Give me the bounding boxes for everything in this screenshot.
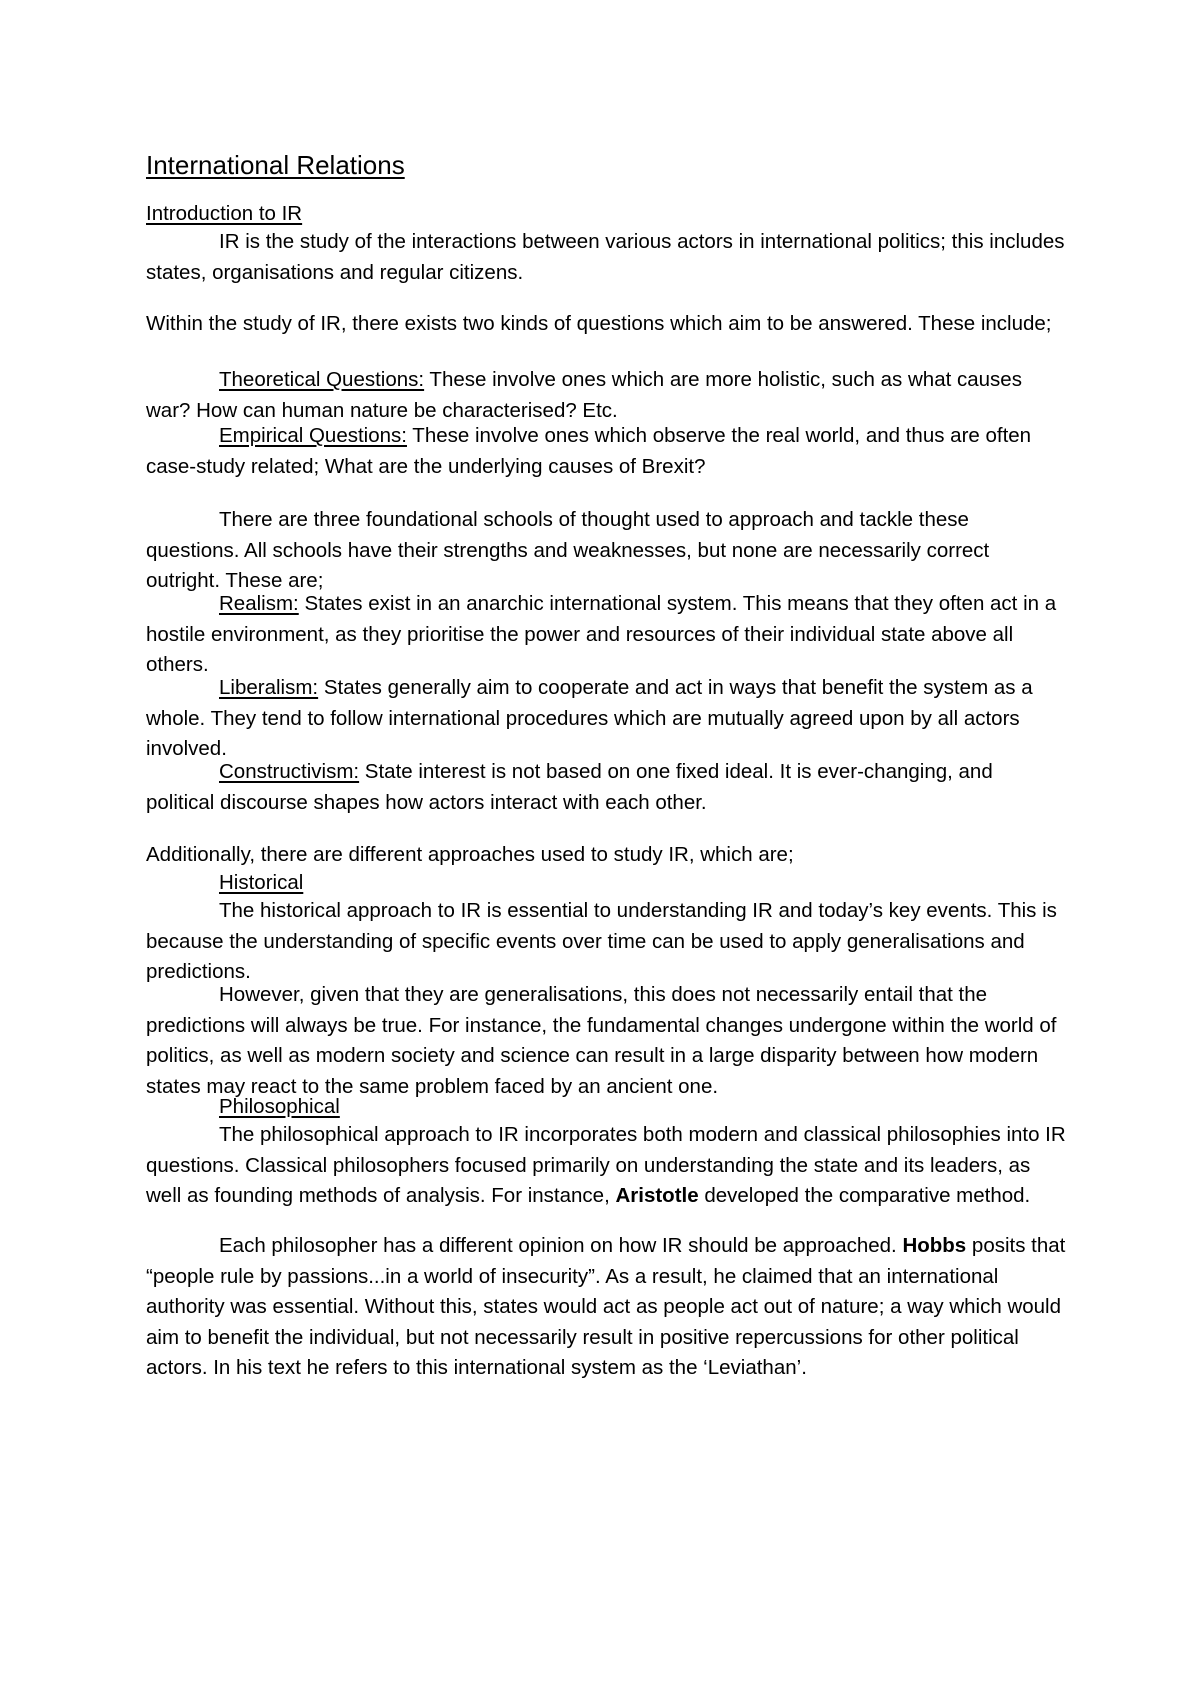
theoretical-questions-text: These involve ones which are more holistic, such as what causes war? How can human nature be characterised? Etc. bbox=[146, 368, 1022, 422]
intro-paragraph: IR is the study of the interactions between various actors in international politics; this includes states, organisations and regular citizens. bbox=[146, 230, 1065, 284]
philosophical-paragraph-1 bbox=[146, 1120, 1066, 1212]
hobbs-name: Hobbs bbox=[902, 1234, 967, 1257]
intro-heading: Introduction to IR bbox=[146, 202, 303, 225]
liberalism-text: States generally aim to cooperate and act in ways that benefit the system as a whole. They tend to follow international procedures which are mutually agreed upon by all actors involved. bbox=[146, 676, 1033, 760]
liberalism-term: Liberalism: bbox=[219, 676, 319, 699]
empirical-questions-text: These involve ones which observe the real world, and thus are often case-study related; What are the underlying causes of Brexit? bbox=[146, 424, 1032, 478]
constructivism-text: State interest is not based on one fixed ideal. It is ever-changing, and political discourse shapes how actors interact with each other. bbox=[146, 760, 993, 814]
empirical-questions-paragraph bbox=[146, 421, 1066, 482]
approaches-lead: Additionally, there are different approaches used to study IR, which are; bbox=[146, 843, 794, 866]
historical-paragraph-1: The historical approach to IR is essential to understanding IR and today’s key events. This is because the understanding of specific events over time can be used to apply generalisations and predictions. bbox=[146, 899, 1057, 983]
philosophical-p2-text-b: posits that “people rule by passions...in a world of insecurity”. As a result, he claimed that an international authority was essential. Without this, states would act as people act out of nature; a way which would aim to benefit the individual, but not necessarily result in positive repercussions for other political actors. In his text he refers to this international system as the ‘Leviathan’. bbox=[146, 1234, 1066, 1379]
historical-heading: Historical bbox=[219, 871, 304, 894]
philosophical-p2-text-a: Each philosopher has a different opinion on how IR should be approached. bbox=[219, 1234, 903, 1257]
realism-term: Realism: bbox=[219, 592, 299, 615]
philosophical-heading: Philosophical bbox=[219, 1095, 340, 1118]
liberalism-paragraph bbox=[146, 673, 1066, 765]
constructivism-term: Constructivism: bbox=[219, 760, 360, 783]
philosophical-p1-text-a: The philosophical approach to IR incorporates both modern and classical philosophies into IR questions. Classical philosophers focused primarily on understanding the state and its leaders, as well as founding methods of analysis. For instance, bbox=[146, 1123, 1066, 1207]
realism-text: States exist in an anarchic international system. This means that they often act in a hostile environment, as they prioritise the power and resources of their individual state above all others. bbox=[146, 592, 1057, 676]
realism-paragraph bbox=[146, 589, 1066, 681]
empirical-questions-term: Empirical Questions: bbox=[219, 424, 407, 447]
schools-lead: There are three foundational schools of thought used to approach and tackle these questions. All schools have their strengths and weaknesses, but none are necessarily correct outright. These are; bbox=[146, 508, 990, 592]
philosophical-paragraph-2 bbox=[146, 1231, 1066, 1384]
theoretical-questions-term: Theoretical Questions: bbox=[219, 368, 425, 391]
questions-lead: Within the study of IR, there exists two kinds of questions which aim to be answered. These include; bbox=[146, 312, 1052, 335]
document-title: International Relations bbox=[146, 150, 405, 180]
historical-paragraph-2: However, given that they are generalisations, this does not necessarily entail that the predictions will always be true. For instance, the fundamental changes undergone within the world of politics, as well as modern society and science can result in a large disparity between how modern states may react to the same problem faced by an ancient one. bbox=[146, 983, 1057, 1098]
aristotle-name: Aristotle bbox=[615, 1184, 699, 1207]
constructivism-paragraph bbox=[146, 757, 1066, 818]
theoretical-questions-paragraph bbox=[146, 365, 1066, 426]
philosophical-p1-text-b: developed the comparative method. bbox=[698, 1184, 1031, 1207]
